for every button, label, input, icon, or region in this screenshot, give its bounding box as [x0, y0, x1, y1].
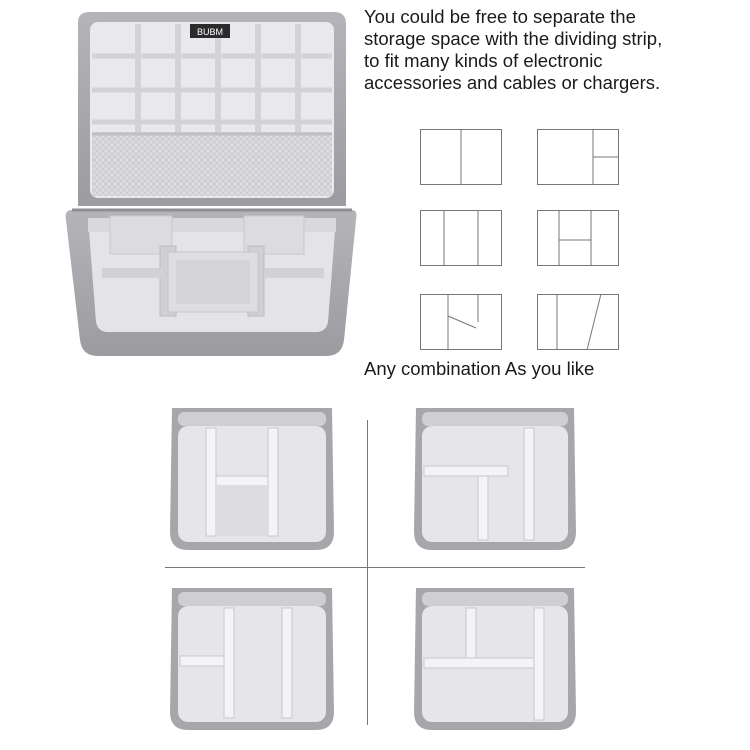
layout-column-with-box [537, 210, 619, 266]
layout-column-split-right [537, 129, 619, 185]
description-line: to fit many kinds of electronic [364, 50, 603, 71]
brand-tag: BUBM [196, 27, 224, 37]
grid-divider-vertical [367, 420, 368, 725]
example-left-pocket [164, 584, 340, 734]
layout-diagonal-split [420, 294, 502, 350]
layout-three-columns [420, 210, 502, 266]
layouts-caption: Any combination As you like [364, 358, 595, 379]
example-l-shaped-divider [410, 404, 580, 554]
description-line: storage space with the dividing strip, [364, 28, 663, 49]
product-photo [58, 10, 358, 362]
description [364, 6, 744, 94]
grid-divider-horizontal [165, 567, 585, 568]
layout-slanted-divider [537, 294, 619, 350]
example-top-small-pocket [410, 584, 580, 734]
example-center-compartment [164, 404, 340, 554]
layout-two-columns [420, 129, 502, 185]
description-line: accessories and cables or chargers. [364, 72, 661, 93]
description-line: You could be free to separate the [364, 6, 636, 27]
